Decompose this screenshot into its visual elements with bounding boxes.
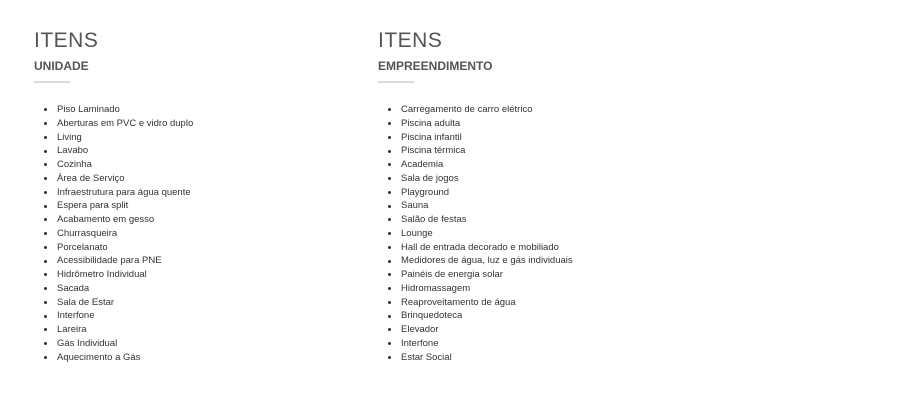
empreendimento-divider bbox=[378, 81, 414, 83]
bullet-icon bbox=[44, 315, 47, 318]
bullet-icon bbox=[388, 273, 391, 276]
list-item-label: Aberturas em PVC e vidro duplo bbox=[57, 117, 194, 129]
empreendimento-subheading: EMPREENDIMENTO bbox=[378, 59, 493, 73]
bullet-icon bbox=[44, 273, 47, 276]
list-item-label: Playground bbox=[401, 186, 450, 198]
list-item bbox=[44, 186, 193, 200]
list-item-label: Brinquedoteca bbox=[401, 310, 463, 322]
list-item-label: Elevador bbox=[401, 324, 439, 335]
list-item-label: Churrasqueira bbox=[57, 227, 118, 239]
unidade-section bbox=[34, 28, 354, 363]
bullet-icon bbox=[388, 315, 391, 318]
bullet-icon bbox=[44, 136, 47, 139]
bullet-icon bbox=[388, 356, 391, 359]
list-item-label: Sala de jogos bbox=[401, 172, 459, 184]
list-item-label: Porcelanato bbox=[57, 241, 108, 253]
list-item-label: Acabamento em gesso bbox=[57, 214, 155, 225]
list-item-label: Academia bbox=[401, 159, 444, 170]
unidade-divider bbox=[34, 81, 70, 83]
list-item bbox=[388, 337, 573, 351]
bullet-icon bbox=[388, 232, 391, 235]
bullet-icon bbox=[388, 218, 391, 221]
bullet-icon bbox=[388, 301, 391, 304]
bullet-icon bbox=[388, 328, 391, 331]
list-item-label: Sala de Estar bbox=[57, 296, 115, 308]
list-item bbox=[388, 351, 573, 365]
list-item-label: Hidrômetro Individual bbox=[57, 269, 147, 280]
bullet-icon bbox=[388, 150, 391, 153]
list-item-label: Gás Individual bbox=[57, 337, 118, 349]
list-item-label: Espera para split bbox=[57, 200, 129, 212]
bullet-icon bbox=[44, 246, 47, 249]
list-item-label: Sacada bbox=[57, 282, 90, 294]
bullet-icon bbox=[44, 287, 47, 290]
list-item-label: Carregamento de carro elétrico bbox=[401, 104, 533, 115]
bullet-icon bbox=[44, 232, 47, 235]
bullet-icon bbox=[388, 191, 391, 194]
list-item bbox=[44, 309, 193, 323]
list-item bbox=[44, 227, 193, 241]
list-item bbox=[44, 158, 193, 172]
list-item-label: Piscina adulta bbox=[401, 117, 461, 129]
bullet-icon bbox=[388, 342, 391, 345]
bullet-icon bbox=[388, 108, 391, 111]
bullet-icon bbox=[44, 191, 47, 194]
list-item-label: Área de Serviço bbox=[57, 172, 125, 184]
list-item-label: Interfone bbox=[401, 337, 439, 349]
list-item bbox=[44, 254, 193, 268]
list-item-label: Hall de entrada decorado e mobiliado bbox=[401, 241, 559, 253]
list-item bbox=[44, 268, 193, 282]
list-item-label: Living bbox=[57, 131, 82, 143]
bullet-icon bbox=[44, 108, 47, 111]
list-item bbox=[388, 131, 573, 145]
list-item bbox=[44, 213, 193, 227]
list-item bbox=[388, 268, 573, 282]
list-item bbox=[388, 103, 573, 117]
bullet-icon bbox=[388, 177, 391, 180]
list-item bbox=[388, 309, 573, 323]
empreendimento-heading: ITENS bbox=[378, 29, 443, 52]
list-item bbox=[44, 172, 193, 186]
empreendimento-item-list bbox=[388, 103, 573, 364]
list-item bbox=[44, 282, 193, 296]
bullet-icon bbox=[44, 150, 47, 153]
list-item bbox=[388, 172, 573, 186]
unidade-heading: ITENS bbox=[34, 29, 99, 52]
list-item bbox=[388, 282, 573, 296]
list-item-label: Medidores de água, luz e gás individuais bbox=[401, 255, 573, 267]
list-item bbox=[388, 241, 573, 255]
list-item-label: Lounge bbox=[401, 227, 433, 239]
list-item bbox=[388, 144, 573, 158]
list-item bbox=[44, 117, 193, 131]
bullet-icon bbox=[44, 301, 47, 304]
list-item-label: Infraestrutura para água quente bbox=[57, 186, 191, 198]
list-item bbox=[44, 199, 193, 213]
list-item-label: Hidromassagem bbox=[401, 282, 471, 294]
bullet-icon bbox=[44, 328, 47, 331]
bullet-icon bbox=[388, 260, 391, 263]
list-item bbox=[388, 227, 573, 241]
empreendimento-section bbox=[378, 28, 698, 363]
list-item-label: Piscina infantil bbox=[401, 131, 462, 143]
list-item bbox=[44, 337, 193, 351]
list-item bbox=[44, 103, 193, 117]
bullet-icon bbox=[388, 246, 391, 249]
list-item bbox=[44, 351, 193, 365]
list-item-label: Salão de festas bbox=[401, 214, 467, 225]
list-item bbox=[44, 131, 193, 145]
bullet-icon bbox=[388, 287, 391, 290]
list-item bbox=[388, 254, 573, 268]
list-item bbox=[388, 158, 573, 172]
bullet-icon bbox=[44, 205, 47, 208]
bullet-icon bbox=[388, 122, 391, 125]
list-item-label: Reaproveitamento de água bbox=[401, 296, 516, 308]
bullet-icon bbox=[388, 136, 391, 139]
bullet-icon bbox=[44, 356, 47, 359]
list-item bbox=[44, 241, 193, 255]
bullet-icon bbox=[44, 177, 47, 180]
list-item-label: Interfone bbox=[57, 310, 95, 322]
unidade-subheading: UNIDADE bbox=[34, 59, 89, 73]
list-item-label: Acessibilidade para PNE bbox=[57, 255, 162, 267]
unidade-item-list bbox=[44, 103, 193, 364]
list-item bbox=[44, 296, 193, 310]
list-item-label: Piso Laminado bbox=[57, 104, 120, 115]
bullet-icon bbox=[44, 260, 47, 263]
list-item-label: Lavabo bbox=[57, 145, 89, 157]
bullet-icon bbox=[44, 163, 47, 166]
list-item-label: Sauna bbox=[401, 200, 429, 212]
list-item bbox=[388, 323, 573, 337]
list-item bbox=[44, 323, 193, 337]
list-item bbox=[44, 144, 193, 158]
list-item-label: Estar Social bbox=[401, 351, 452, 363]
bullet-icon bbox=[44, 218, 47, 221]
list-item bbox=[388, 199, 573, 213]
list-item bbox=[388, 213, 573, 227]
bullet-icon bbox=[44, 122, 47, 125]
list-item-label: Piscina térmica bbox=[401, 145, 466, 157]
list-item bbox=[388, 296, 573, 310]
bullet-icon bbox=[388, 205, 391, 208]
list-item-label: Aquecimento a Gás bbox=[57, 351, 141, 363]
list-item bbox=[388, 186, 573, 200]
list-item-label: Painéis de energia solar bbox=[401, 269, 503, 280]
bullet-icon bbox=[44, 342, 47, 345]
bullet-icon bbox=[388, 163, 391, 166]
list-item-label: Lareira bbox=[57, 324, 87, 335]
list-item bbox=[388, 117, 573, 131]
list-item-label: Cozinha bbox=[57, 159, 92, 170]
